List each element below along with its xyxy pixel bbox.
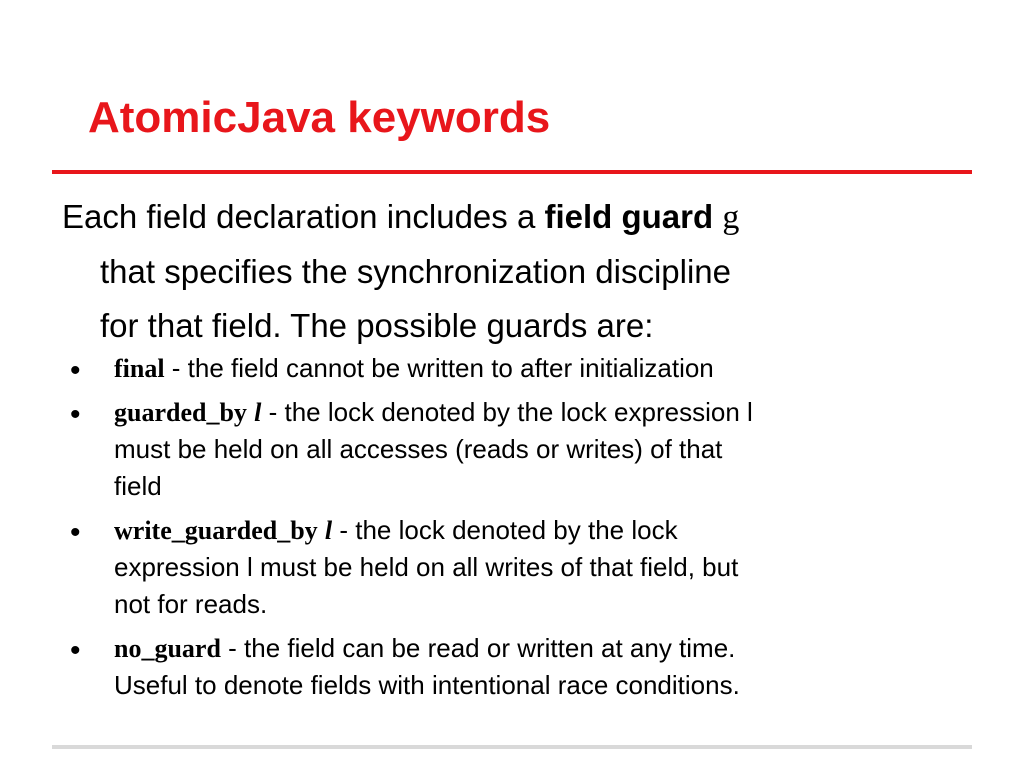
footer-divider [52,745,972,749]
list-item-guarded-by [62,394,972,505]
bullet-line: must be held on all accesses (reads or writes) of that [114,434,723,464]
slide-title: AtomicJava keywords [88,93,551,142]
bullet-line [114,350,972,387]
keyword-guarded-by: guarded_by [114,398,247,427]
bullet-line: not for reads. [114,589,268,619]
bullet-line: field [114,471,162,501]
bullet-icon: • [70,516,81,549]
guard-symbol: g [722,199,740,236]
keyword-final: final [114,354,165,383]
list-item-no-guard [62,630,972,704]
guard-list [62,350,972,711]
bullet-text: - the lock denoted by the lock expression l [261,397,753,427]
list-item-final [62,350,972,387]
bullet-line [114,394,972,431]
intro-paragraph [62,190,962,353]
bullet-icon: • [70,634,81,667]
bullet-line [114,630,972,667]
bullet-text: - the lock denoted by the lock [332,515,678,545]
bullet-text: - the field cannot be written to after initialization [164,353,714,383]
intro-text-prefix: Each field declaration includes a [62,198,545,235]
lock-param: l [254,398,262,427]
intro-line-1 [62,190,962,245]
keyword-no-guard: no_guard [114,634,221,663]
intro-line-3: for that field. The possible guards are: [100,307,654,344]
lock-param: l [324,516,333,545]
bullet-line [114,512,972,549]
bullet-text: - the field can be read or written at any time. [220,633,736,663]
bullet-line: expression l must be held on all writes of that field, but [114,552,739,582]
bullet-icon: • [70,398,81,431]
bullet-icon: • [70,354,81,387]
field-guard-term: field guard [544,198,714,235]
bullet-line: Useful to denote fields with intentional race conditions. [114,670,740,700]
list-item-write-guarded-by [62,512,972,623]
title-underline [52,170,972,174]
keyword-write-guarded-by: write_guarded_by [114,516,318,545]
intro-line-2: that specifies the synchronization discipline [100,253,732,290]
